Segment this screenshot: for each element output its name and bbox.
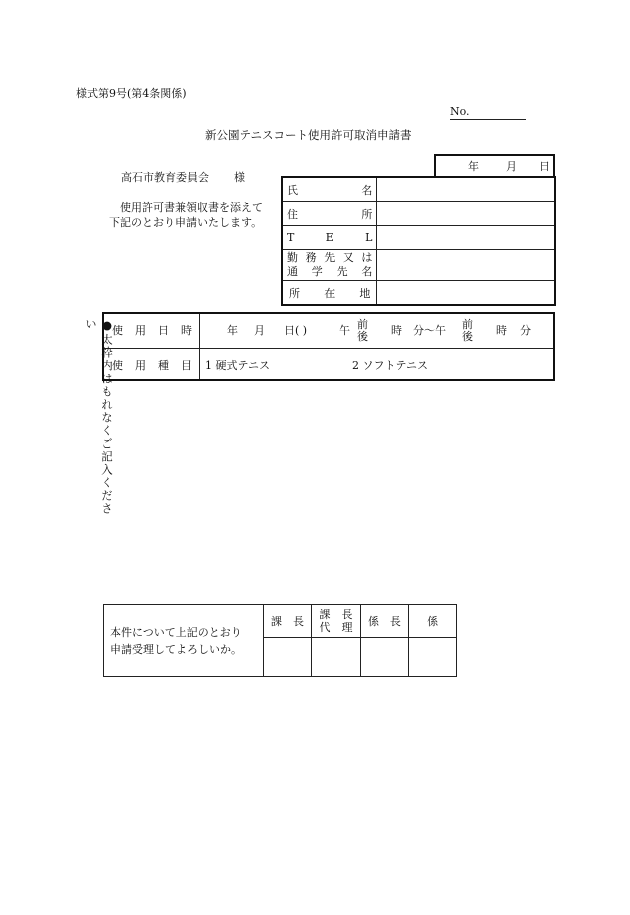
applicant-address-row (282, 202, 555, 226)
name-label: 氏 名 (282, 177, 377, 202)
intro-line-2: 下記のとおり申請いたします。 (109, 216, 263, 229)
approval-header-manager: 課 長 (263, 605, 311, 638)
tel-input[interactable] (377, 226, 555, 250)
no-label: No. (450, 105, 470, 118)
intro-line-1: 使用許可書兼領収書を添えて (120, 201, 263, 214)
usage-box (102, 312, 555, 381)
approval-stamp-deputy[interactable] (312, 638, 360, 677)
addressee-name: 高石市教育委員会 (121, 171, 209, 184)
approval-stamp-chief[interactable] (360, 638, 408, 677)
address-label: 住 所 (282, 202, 377, 226)
date-day-label: 日 (539, 160, 550, 173)
approval-table (103, 604, 457, 677)
applicant-work-row (282, 250, 555, 281)
side-note: ●太枠内はもれなくご記入ください (84, 318, 114, 516)
approval-stamp-staff[interactable] (409, 638, 457, 677)
approval-message: 本件について上記のとおり 申請受理してよろしいか。 (104, 605, 264, 677)
option-hard-tennis[interactable]: 1 硬式テニス (205, 359, 271, 372)
applicant-table (281, 176, 556, 306)
applicant-location-row (282, 281, 555, 306)
approval-header-deputy: 課 長 代 理 (312, 605, 360, 638)
address-input[interactable] (377, 202, 555, 226)
work-input[interactable] (377, 250, 555, 281)
applicant-name-row (282, 177, 555, 202)
document-number-field[interactable] (450, 106, 526, 120)
addressee (121, 172, 245, 183)
addressee-honorific: 様 (234, 171, 245, 184)
date-year-label: 年 (468, 160, 479, 173)
form-number: 様式第9号(第4条関係) (76, 87, 187, 100)
applicant-tel-row (282, 226, 555, 250)
location-input[interactable] (377, 281, 555, 306)
date-box[interactable] (434, 154, 555, 176)
date-month-label: 月 (506, 160, 517, 173)
approval-header-chief: 係 長 (360, 605, 408, 638)
option-soft-tennis[interactable]: 2 ソフトテニス (352, 359, 429, 372)
work-label: 勤 務 先 又 は 通 学 先 名 (282, 250, 377, 281)
name-input[interactable] (377, 177, 555, 202)
usage-date-input[interactable]: 年 月 日( ) 午 前 後 時 分〜午 前 後 時 分 (227, 318, 531, 343)
page-title: 新公園テニスコート使用許可取消申請書 (205, 128, 412, 142)
usage-date-label: 使 用 日 時 (112, 324, 192, 337)
usage-type-label: 使 用 種 目 (112, 359, 192, 372)
usage-divider (104, 348, 553, 349)
location-label: 所 在 地 (282, 281, 377, 306)
approval-stamp-manager[interactable] (263, 638, 311, 677)
approval-header-staff: 係 (409, 605, 457, 638)
tel-label: T E L (282, 226, 377, 250)
